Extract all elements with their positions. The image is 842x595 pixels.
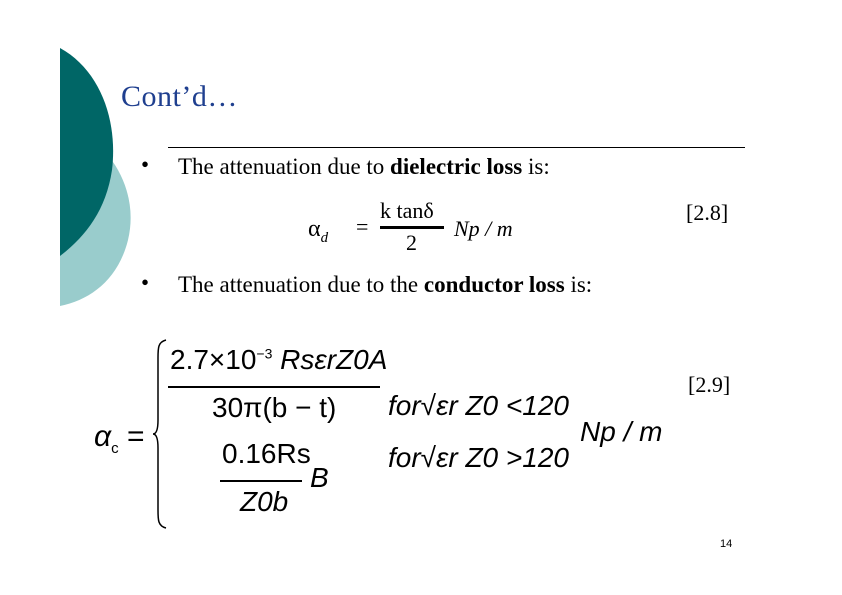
eq-lhs: $\alpha_c$ = (94, 420, 145, 457)
left-brace (152, 338, 168, 530)
eq-unit: Np / m (580, 416, 663, 447)
eq-equals: = (356, 214, 369, 239)
fraction-bar (380, 226, 444, 229)
bullet-bold-text: conductor loss (423, 272, 565, 297)
fraction-bar (220, 480, 302, 482)
case1-condition: for√εr Z0 <120 (388, 390, 569, 421)
eq-denominator: 2 (406, 230, 417, 255)
slide-decoration (0, 0, 140, 320)
equation-dielectric (300, 196, 560, 262)
case1-numerator: $2.7\times 10^{-3}$ RsεrZ0A (170, 344, 388, 375)
bullet-text: is: (564, 272, 593, 297)
case2-denominator: Z0b (240, 486, 289, 517)
page-number: 14 (720, 538, 733, 550)
fraction-bar (168, 386, 380, 388)
case2-condition: for√εr Z0 >120 (388, 442, 569, 473)
bullet-conductor (178, 272, 592, 298)
bullet-marker: • (141, 270, 150, 295)
case2-multiplier: B (310, 462, 329, 493)
equation-conductor (90, 338, 690, 538)
title-rule (168, 147, 745, 148)
equation-ref-2-9: [2.9] (688, 372, 731, 397)
eq-lhs: $\alpha_d$ (308, 216, 329, 246)
equation-ref-2-8: [2.8] (686, 200, 729, 225)
eq-unit: Np / m (454, 216, 513, 241)
bullet-bold-text: dielectric loss (390, 154, 523, 179)
slide-title: Cont’d… (121, 80, 238, 113)
case2-numerator: 0.16Rs (222, 438, 311, 469)
case1-denominator: 30π(b − t) (212, 392, 337, 423)
bullet-text: is: (522, 154, 550, 179)
bullet-dielectric (178, 154, 550, 180)
bullet-marker: • (141, 152, 150, 177)
bullet-text: The attenuation due to the (178, 272, 424, 297)
eq-numerator: k tanδ (380, 198, 434, 223)
bullet-text: The attenuation due to (178, 154, 391, 179)
